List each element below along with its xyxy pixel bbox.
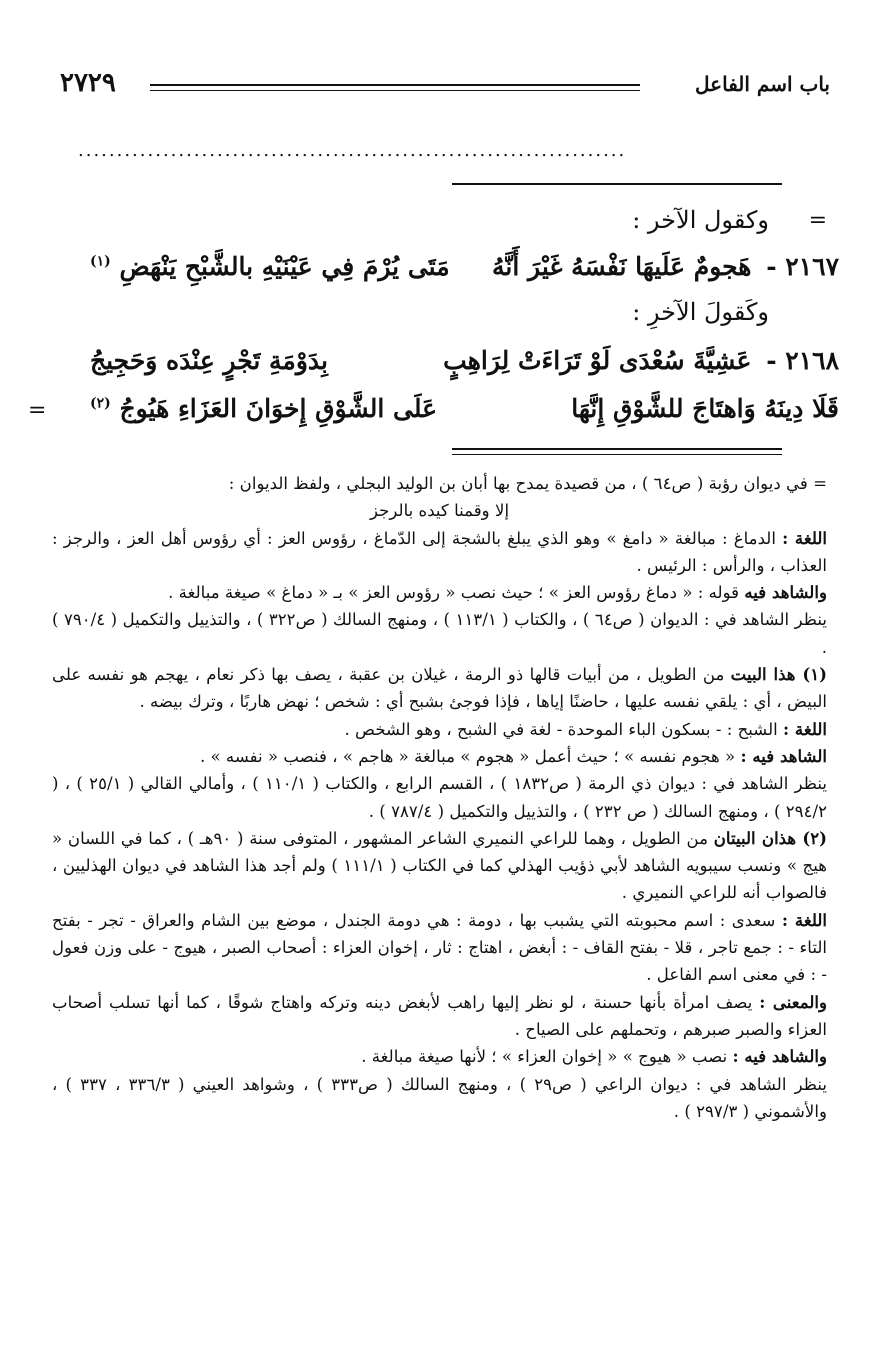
note-text: من الطويل ، من أبيات قالها ذو الرمة ، غيلان بن عقبة ، يصف بها ذكر نعام ، يهجم هو نفسه على البيض ، أي : يلقي نفسه عليها ، حاضنًا إياها ، فإذا فوجئ بشبح أي : شخص ؛ نهض هاربًا ، وترك بيضه . bbox=[52, 665, 827, 712]
header-rule bbox=[150, 84, 640, 86]
footnote-paragraph bbox=[52, 661, 827, 716]
quoted-hemistich: إلا وقمنا كيده بالرجز bbox=[369, 501, 510, 521]
footnote-marker: (١) bbox=[90, 253, 111, 270]
note-label: الشاهد فيه : bbox=[740, 745, 827, 766]
hemistich-text: بِدَوْمَةِ تَجْرٍ عِنْدَه وَحَجِيجُ bbox=[90, 346, 328, 375]
chapter-title: باب اسم الفاعل bbox=[695, 72, 830, 96]
hemistich-text: مَتَى يُرْمَ فِي عَيْنَيْهِ بالشَّبْحِ يَنْهَضِ bbox=[119, 252, 450, 281]
note-label: اللغة : bbox=[783, 718, 827, 739]
continuation-mark: = bbox=[808, 208, 827, 233]
footnote-paragraph bbox=[52, 716, 827, 743]
footnote-paragraph bbox=[52, 1043, 827, 1070]
verse-2168-second-hemistich bbox=[90, 346, 328, 375]
verse-intro bbox=[60, 206, 769, 234]
footnote-marker: (٢) bbox=[90, 395, 111, 412]
footnote-paragraph: ينظر الشاهد في : ديوان الراعي ( ص٢٩ ) ، ومنهج السالك ( ص٣٣٣ ) ، وشواهد العيني ( ٣٣٦/٣ ، ٣٣٧ ) ، والأشموني ( ٢٩٧/٣ ) . bbox=[52, 1074, 828, 1121]
verse-2168-first-hemistich bbox=[443, 346, 839, 375]
footnote-paragraph bbox=[52, 825, 827, 907]
footnote-paragraph bbox=[52, 743, 827, 770]
note-text: يصف امرأة بأنها حسنة ، لو نظر إليها راهب لأبغض دينه وتركه واهتاج شوقًا ، كما أنها تسلب أصحاب العزاء والصبر صبرهم ، وتحملهم على الصياح . bbox=[52, 992, 827, 1039]
note-label: (٢) هذان البيتان bbox=[713, 827, 828, 848]
note-text: الشبح : - بسكون الباء الموحدة - لغة في الشبح ، وهو الشخص . bbox=[344, 719, 784, 739]
note-label: والشاهد فيه : bbox=[732, 1046, 827, 1067]
footnotes bbox=[52, 470, 827, 1125]
footnote-paragraph bbox=[52, 907, 827, 989]
hemistich-text: هَجومٌ عَلَيهَا نَفْسَهُ غَيْرَ أَنَّهُ bbox=[492, 252, 752, 281]
header-rule-2 bbox=[150, 90, 640, 91]
footnote-rule bbox=[452, 448, 782, 450]
verse-2168b-first-hemistich bbox=[571, 394, 839, 423]
continuation-mark: = bbox=[28, 398, 47, 423]
verse-number: ٢١٦٨ - bbox=[766, 346, 839, 375]
hemistich-text: عَلَى الشَّوْقِ إِخوَانَ العَزَاءِ هَيُوجُ bbox=[119, 394, 438, 423]
note-text: نصب « هيوج » « إخوان العزاء » ؛ لأنها صيغة مبالغة . bbox=[361, 1047, 733, 1067]
continuation-dots: ....................................................................... bbox=[78, 140, 627, 161]
note-text: الدماغ : مبالغة « دامغ » وهو الذي يبلغ بالشجة إلى الدّماغ ، رؤوس العز : أي رؤوس أهل العز ، والرجز : العذاب ، والرأس : الرئيس . bbox=[52, 528, 827, 575]
page-number: ٢٧٢٩ bbox=[60, 68, 116, 98]
footnote-paragraph: ينظر الشاهد في : الديوان ( ص٦٤ ) ، والكتاب ( ١١٣/١ ) ، ومنهج السالك ( ص٣٢٢ ) ، والتذييل والتكميل ( ٧٩٠/٤ ) . bbox=[52, 610, 827, 657]
hemistich-text: قَلَا دِينَهُ وَاهتَاجَ للشَّوْقِ إِنَّهَا bbox=[571, 394, 839, 423]
note-label: اللغة : bbox=[782, 527, 827, 548]
verse-number: ٢١٦٧ - bbox=[766, 252, 839, 281]
verse-intro bbox=[60, 298, 769, 326]
verse-2167-second-hemistich bbox=[90, 252, 450, 281]
note-text: في ديوان رؤبة ( ص٦٤ ) ، من قصيدة يمدح بها أبان بن الوليد البجلي ، ولفظ الديوان : bbox=[228, 474, 808, 493]
note-text: سعدى : اسم محبوبته التي يشبب بها ، دومة : هي دومة الجندل ، موضع بين الشام والعراق - تجر - بفتح التاء - : جمع تاجر ، قلا - بفتح القاف - : أبغض ، اهتاج : ثار ، إخوان العزاء : أصحاب الصبر ، هيوج - على وزن فعول - : في معنى اسم الفاعل . bbox=[52, 910, 827, 985]
footnote-paragraph bbox=[52, 579, 827, 606]
note-text: من الطويل ، وهما للراعي النميري الشاعر المشهور ، المتوفى سنة ( ٩٠هـ ) ، كما في اللسان « هيج » ونسب سيبويه الشاهد لأبي ذؤيب الهذلي كما في الكتاب ( ١١١/١ ) ولم أجد هذا الشاهد في ديوان الهذليين ، فالصواب أنه للراعي النميري . bbox=[52, 828, 828, 903]
note-label: (١) هذا البيت bbox=[730, 664, 827, 685]
note-label: والشاهد فيه bbox=[744, 582, 827, 603]
verse-2167-first-hemistich bbox=[492, 252, 839, 281]
footnote-paragraph: = في ديوان رؤبة ( ص٦٤ ) ، من قصيدة يمدح بها أبان بن الوليد البجلي ، ولفظ الديوان : bbox=[228, 474, 827, 493]
note-label: اللغة : bbox=[781, 909, 827, 930]
footnote-rule-2 bbox=[452, 454, 782, 455]
section-rule bbox=[452, 183, 782, 185]
footnote-paragraph: ينظر الشاهد في : ديوان ذي الرمة ( ص١٨٣٢ ) ، القسم الرابع ، والكتاب ( ١١٠/١ ) ، وأمالي القالي ( ٢٥/١ ) ، ( ٢٩٤/٢ ) ، ومنهج السالك ( ص ٢٣٢ ) ، والتذييل والتكميل ( ٧٨٧/٤ ) . bbox=[52, 774, 827, 821]
note-text: قوله : « دماغ رؤوس العز » ؛ حيث نصب « رؤوس العز » بـ « دماغ » صيغة مبالغة . bbox=[168, 583, 745, 603]
note-text: « هجوم نفسه » ؛ حيث أعمل « هجوم » مبالغة « هاجم » ، فنصب « نفسه » . bbox=[199, 746, 741, 766]
verse-intro-text: وكَقولَ الآخرِ : bbox=[632, 298, 769, 326]
footnote-paragraph bbox=[52, 525, 827, 580]
verse-intro-text: وكقول الآخر : bbox=[632, 206, 769, 234]
note-label: والمعنى : bbox=[759, 991, 827, 1012]
footnote-paragraph bbox=[52, 989, 827, 1044]
verse-2168b-second-hemistich bbox=[90, 394, 437, 423]
hemistich-text: عَشِيَّةَ سُعْدَى لَوْ تَرَاءَتْ لِرَاهِبٍ bbox=[443, 346, 752, 375]
